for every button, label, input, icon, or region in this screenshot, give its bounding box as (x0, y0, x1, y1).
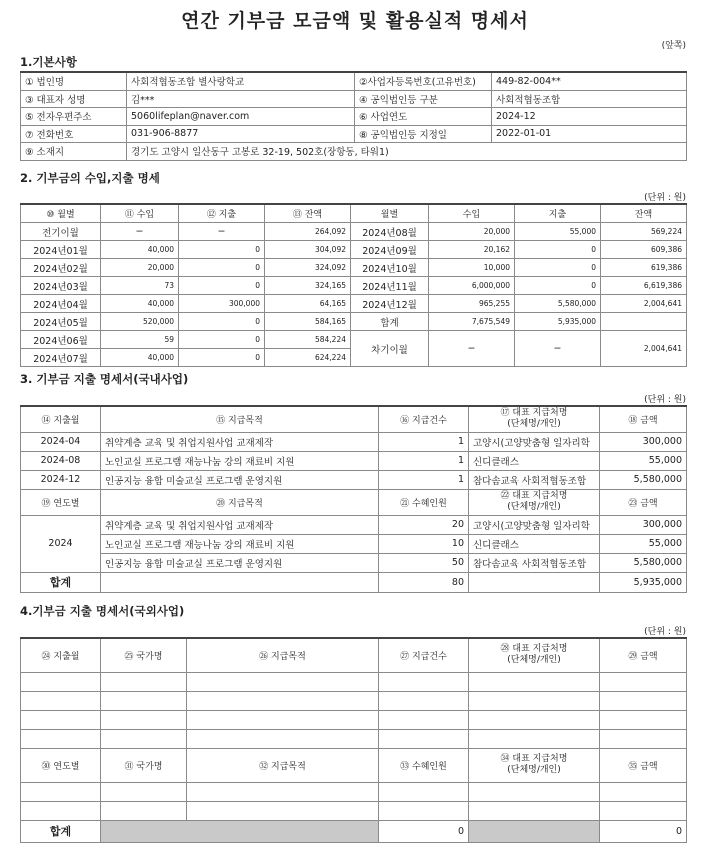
yearly-recipient: 고양시(고양맞춤형 일자리학 (469, 515, 600, 534)
column-header: ㉑ 수혜인원 (379, 489, 469, 515)
empty-cell (600, 782, 687, 801)
info-value: 031-906-8877 (127, 125, 355, 143)
month-row (21, 241, 687, 259)
info-label: ⑤ 전자우편주소 (21, 108, 127, 126)
expense-count: 1 (379, 432, 469, 451)
yearly-row (21, 515, 687, 534)
page-side-label: (앞쪽) (661, 41, 686, 51)
income-cell: 73 (101, 277, 179, 295)
total-row (21, 572, 687, 592)
month-cell: 2024년08월 (351, 223, 429, 241)
balance-cell: 624,224 (265, 349, 351, 367)
header-row (21, 638, 687, 672)
expense-cell: 300,000 (179, 295, 265, 313)
balance-cell: 324,165 (265, 277, 351, 295)
empty-cell (101, 729, 187, 748)
empty-cell (379, 782, 469, 801)
header-line: (단체명/개인) (507, 655, 561, 666)
income-cell: 40,000 (101, 241, 179, 259)
header-row (21, 406, 687, 432)
month-cell: 2024년12월 (351, 295, 429, 313)
yearly-recipient: 신디클래스 (469, 534, 600, 553)
info-label: ④ 공익법인등 구분 (355, 90, 492, 108)
info-value: 김*** (127, 90, 355, 108)
column-header: ㉖ 지급목적 (187, 638, 379, 672)
column-header: ㉙ 금액 (600, 638, 687, 672)
expense-amount: 300,000 (600, 432, 687, 451)
total-blank (101, 572, 379, 592)
section-1-heading: 1.기본사항 (20, 55, 77, 69)
empty-cell (379, 729, 469, 748)
expense-count: 1 (379, 470, 469, 489)
empty-cell (469, 672, 600, 691)
month-cell: 2024년10월 (351, 259, 429, 277)
month-cell: 2024년06월 (21, 331, 101, 349)
info-row (21, 90, 687, 108)
expense-purpose: 노인교실 프로그램 재능나눔 강의 재료비 지원 (101, 451, 379, 470)
column-header: ⑲ 연도별 (21, 489, 101, 515)
column-header: ㉟ 금액 (600, 748, 687, 782)
expense-cell: 0 (515, 259, 601, 277)
info-value: 2022-01-01 (492, 125, 687, 143)
balance-cell: 569,224 (601, 223, 687, 241)
info-label: ① 법인명 (21, 72, 127, 90)
beneficiary-count: 20 (379, 515, 469, 534)
balance-cell: 584,224 (265, 331, 351, 349)
empty-cell (21, 672, 101, 691)
empty-cell (469, 801, 600, 820)
info-label: ⑧ 공익법인등 지정일 (355, 125, 492, 143)
empty-row (21, 710, 687, 729)
empty-cell (187, 729, 379, 748)
expense-month: 2024-12 (21, 470, 101, 489)
expense-cell: 0 (179, 349, 265, 367)
income-cell: 59 (101, 331, 179, 349)
expense-cell: 0 (179, 241, 265, 259)
column-header: ⑱ 금액 (600, 406, 687, 432)
column-header: 월별 (351, 204, 429, 223)
column-header (469, 748, 600, 782)
balance-cell: 304,092 (265, 241, 351, 259)
month-cell: 2024년02월 (21, 259, 101, 277)
expense-row (21, 470, 687, 489)
total-shaded (101, 820, 379, 842)
total-label: 합계 (351, 313, 429, 331)
header-row (21, 748, 687, 782)
column-header: ⑪ 수입 (101, 204, 179, 223)
yearly-purpose: 인공지능 융합 미술교실 프로그램 운영지원 (101, 553, 379, 572)
info-row (21, 72, 687, 90)
expense-cell: 55,000 (515, 223, 601, 241)
empty-cell (187, 782, 379, 801)
total-label: 합계 (21, 820, 101, 842)
column-header (469, 489, 600, 515)
yearly-row (21, 553, 687, 572)
info-row (21, 125, 687, 143)
section-4-unit: (단위 : 원) (644, 627, 686, 637)
info-value: 5060lifeplan@naver.com (127, 108, 355, 126)
expense-cell: 0 (179, 277, 265, 295)
month-cell: 2024년11월 (351, 277, 429, 295)
carry-label: 차기이월 (351, 331, 429, 367)
column-header: 수입 (429, 204, 515, 223)
total-blank (469, 572, 600, 592)
month-row (21, 295, 687, 313)
empty-cell (101, 782, 187, 801)
balance-cell: 584,165 (265, 313, 351, 331)
month-row (21, 259, 687, 277)
balance-cell: 2,004,641 (601, 295, 687, 313)
empty-cell (101, 710, 187, 729)
expense-cell: 0 (515, 241, 601, 259)
month-cell: 전기이월 (21, 223, 101, 241)
balance-cell: 264,092 (265, 223, 351, 241)
expense-month: 2024-04 (21, 432, 101, 451)
yearly-amount: 5,580,000 (600, 553, 687, 572)
document-title: 연간 기부금 모금액 및 활용실적 명세서 (181, 10, 529, 32)
empty-cell (21, 691, 101, 710)
month-row (21, 313, 687, 331)
income-cell: 20,000 (101, 259, 179, 277)
column-header (469, 638, 600, 672)
info-value: 2024-12 (492, 108, 687, 126)
info-label: ②사업자등록번호(고유번호) (355, 72, 492, 90)
empty-cell (21, 782, 101, 801)
expense-row (21, 432, 687, 451)
balance-cell: 324,092 (265, 259, 351, 277)
beneficiary-count: 10 (379, 534, 469, 553)
column-header: ㉜ 지급목적 (187, 748, 379, 782)
info-label: ③ 대표자 성명 (21, 90, 127, 108)
month-row (21, 277, 687, 295)
total-amount: 0 (600, 820, 687, 842)
expense-cell: 0 (179, 259, 265, 277)
column-header: ⑯ 지급건수 (379, 406, 469, 432)
column-header: ⑭ 지출월 (21, 406, 101, 432)
column-header: ㉕ 국가명 (101, 638, 187, 672)
carry-expense: − (515, 331, 601, 367)
address-value: 경기도 고양시 일산동구 고봉로 32-19, 502호(장항동, 타워1) (127, 143, 687, 161)
expense-cell: 5,935,000 (515, 313, 601, 331)
empty-cell (101, 801, 187, 820)
empty-row (21, 801, 687, 820)
column-header: ⑬ 잔액 (265, 204, 351, 223)
column-header: ⑫ 지출 (179, 204, 265, 223)
column-header: ㉛ 국가명 (101, 748, 187, 782)
beneficiary-count: 50 (379, 553, 469, 572)
income-cell: − (101, 223, 179, 241)
section-3-unit: (단위 : 원) (644, 395, 686, 405)
header-line: (단체명/개인) (507, 419, 561, 430)
empty-cell (21, 710, 101, 729)
empty-row (21, 729, 687, 748)
section-2-unit: (단위 : 원) (644, 193, 686, 203)
column-header: ⑩ 월별 (21, 204, 101, 223)
month-row (21, 223, 687, 241)
overseas-expense-table (20, 637, 687, 843)
empty-cell (600, 710, 687, 729)
yearly-purpose: 취약계층 교육 및 취업지원사업 교재제작 (101, 515, 379, 534)
section-3-heading: 3. 기부금 지출 명세서(국내사업) (20, 372, 189, 386)
section-4-heading: 4.기부금 지출 명세서(국외사업) (20, 604, 185, 618)
balance-cell: 609,386 (601, 241, 687, 259)
empty-cell (101, 672, 187, 691)
header-row (21, 204, 687, 223)
column-header: ㉚ 연도별 (21, 748, 101, 782)
column-header: ㉗ 지급건수 (379, 638, 469, 672)
month-cell: 2024년09월 (351, 241, 429, 259)
basic-info-table (20, 71, 687, 161)
balance-cell (601, 313, 687, 331)
empty-cell (379, 801, 469, 820)
empty-cell (187, 801, 379, 820)
header-line: ⑰ 대표 지급처명 (500, 408, 568, 419)
empty-cell (187, 710, 379, 729)
expense-row (21, 451, 687, 470)
year-cell: 2024 (21, 515, 101, 572)
expense-cell: 0 (515, 277, 601, 295)
carry-income: − (429, 331, 515, 367)
total-row (21, 820, 687, 842)
month-row (21, 331, 687, 349)
income-cell: 10,000 (429, 259, 515, 277)
total-count: 0 (379, 820, 469, 842)
header-line: ㉞ 대표 지급처명 (500, 754, 568, 764)
month-cell: 2024년05월 (21, 313, 101, 331)
income-expense-table (20, 203, 687, 367)
empty-row (21, 782, 687, 801)
expense-purpose: 인공지능 융합 미술교실 프로그램 운영지원 (101, 470, 379, 489)
expense-recipient: 고양시(고양맞춤형 일자리학 (469, 432, 600, 451)
info-row (21, 108, 687, 126)
expense-count: 1 (379, 451, 469, 470)
balance-cell: 64,165 (265, 295, 351, 313)
income-cell: 7,675,549 (429, 313, 515, 331)
balance-cell: 619,386 (601, 259, 687, 277)
yearly-amount: 55,000 (600, 534, 687, 553)
empty-cell (101, 691, 187, 710)
income-cell: 965,255 (429, 295, 515, 313)
section-2-heading: 2. 기부금의 수입,지출 명세 (20, 171, 160, 185)
info-label: ⑦ 전화번호 (21, 125, 127, 143)
carry-balance: 2,004,641 (601, 331, 687, 367)
header-line: (단체명/개인) (507, 502, 561, 512)
expense-recipient: 참다솜교육 사회적협동조합 (469, 470, 600, 489)
balance-cell: 6,619,386 (601, 277, 687, 295)
empty-cell (600, 801, 687, 820)
column-header: 잔액 (601, 204, 687, 223)
address-label: ⑨ 소재지 (21, 143, 127, 161)
header-line: (단체명/개인) (507, 765, 561, 775)
expense-month: 2024-08 (21, 451, 101, 470)
empty-cell (379, 691, 469, 710)
total-count: 80 (379, 572, 469, 592)
empty-cell (21, 729, 101, 748)
month-cell: 2024년04월 (21, 295, 101, 313)
empty-cell (187, 672, 379, 691)
expense-purpose: 취약계층 교육 및 취업지원사업 교재제작 (101, 432, 379, 451)
yearly-recipient: 참다솜교육 사회적협동조합 (469, 553, 600, 572)
empty-cell (379, 710, 469, 729)
empty-cell (600, 729, 687, 748)
column-header: ㉔ 지출월 (21, 638, 101, 672)
expense-recipient: 신디클래스 (469, 451, 600, 470)
empty-row (21, 672, 687, 691)
column-header (469, 406, 600, 432)
empty-row (21, 691, 687, 710)
info-value: 449-82-004** (492, 72, 687, 90)
column-header: 지출 (515, 204, 601, 223)
column-header: ⑮ 지급목적 (101, 406, 379, 432)
expense-cell: − (179, 223, 265, 241)
expense-cell: 0 (179, 313, 265, 331)
yearly-purpose: 노인교실 프로그램 재능나눔 강의 재료비 지원 (101, 534, 379, 553)
income-cell: 40,000 (101, 295, 179, 313)
empty-cell (21, 801, 101, 820)
info-value: 사회적협동조합 별사랑학교 (127, 72, 355, 90)
month-cell: 2024년03월 (21, 277, 101, 295)
empty-cell (469, 782, 600, 801)
month-cell: 2024년07월 (21, 349, 101, 367)
info-label: ⑥ 사업연도 (355, 108, 492, 126)
empty-cell (379, 672, 469, 691)
income-cell: 20,000 (429, 223, 515, 241)
expense-cell: 0 (179, 331, 265, 349)
income-cell: 6,000,000 (429, 277, 515, 295)
header-line: ㉒ 대표 지급처명 (500, 491, 568, 501)
empty-cell (187, 691, 379, 710)
total-shaded (469, 820, 600, 842)
column-header: ㉝ 수혜인원 (379, 748, 469, 782)
empty-cell (469, 729, 600, 748)
empty-cell (600, 672, 687, 691)
total-label: 합계 (21, 572, 101, 592)
total-amount: 5,935,000 (600, 572, 687, 592)
income-cell: 20,162 (429, 241, 515, 259)
yearly-row (21, 534, 687, 553)
header-row (21, 489, 687, 515)
expense-amount: 55,000 (600, 451, 687, 470)
header-line: ㉘ 대표 지급처명 (500, 644, 568, 655)
empty-cell (469, 691, 600, 710)
income-cell: 40,000 (101, 349, 179, 367)
info-value: 사회적협동조합 (492, 90, 687, 108)
expense-cell: 5,580,000 (515, 295, 601, 313)
empty-cell (469, 710, 600, 729)
empty-cell (600, 691, 687, 710)
column-header: ㉓ 금액 (600, 489, 687, 515)
expense-amount: 5,580,000 (600, 470, 687, 489)
column-header: ⑳ 지급목적 (101, 489, 379, 515)
income-cell: 520,000 (101, 313, 179, 331)
info-row (21, 143, 687, 161)
domestic-expense-table (20, 405, 687, 593)
month-cell: 2024년01월 (21, 241, 101, 259)
yearly-amount: 300,000 (600, 515, 687, 534)
